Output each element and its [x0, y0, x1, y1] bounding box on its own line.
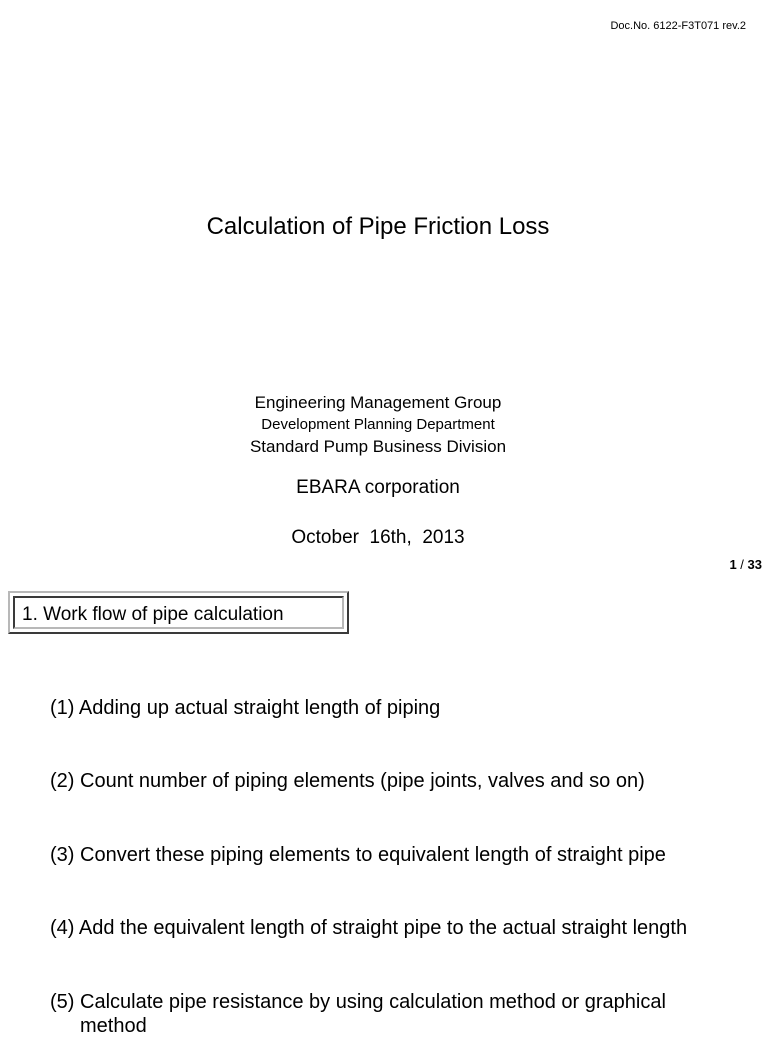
workflow-step-5-continuation: method [80, 1015, 147, 1037]
department-name: Development Planning Department [261, 416, 495, 433]
document-number: Doc.No. 6122-F3T071 rev.2 [610, 20, 746, 32]
group-name: Engineering Management Group [254, 393, 502, 412]
current-page: 1 [729, 557, 737, 572]
section-heading: 1. Work flow of pipe calculation [22, 604, 284, 625]
page-indicator [729, 557, 762, 572]
page-separator: / [736, 557, 748, 572]
workflow-step-2: (2) Count number of piping elements (pipe joints, valves and so on) [50, 770, 645, 792]
publication-date: October 16th, 2013 [291, 527, 465, 548]
total-pages: 33 [747, 557, 762, 572]
page-title: Calculation of Pipe Friction Loss [206, 213, 550, 240]
workflow-step-1: (1) Adding up actual straight length of piping [50, 697, 441, 719]
division-name: Standard Pump Business Division [249, 437, 507, 456]
corporation-name: EBARA corporation [296, 477, 460, 498]
section-heading-box [8, 591, 349, 634]
workflow-step-4: (4) Add the equivalent length of straight pipe to the actual straight length [50, 917, 688, 939]
workflow-step-3: (3) Convert these piping elements to equivalent length of straight pipe [50, 844, 666, 866]
workflow-step-5: (5) Calculate pipe resistance by using calculation method or graphical [50, 991, 666, 1013]
section-heading-inner [13, 596, 344, 629]
